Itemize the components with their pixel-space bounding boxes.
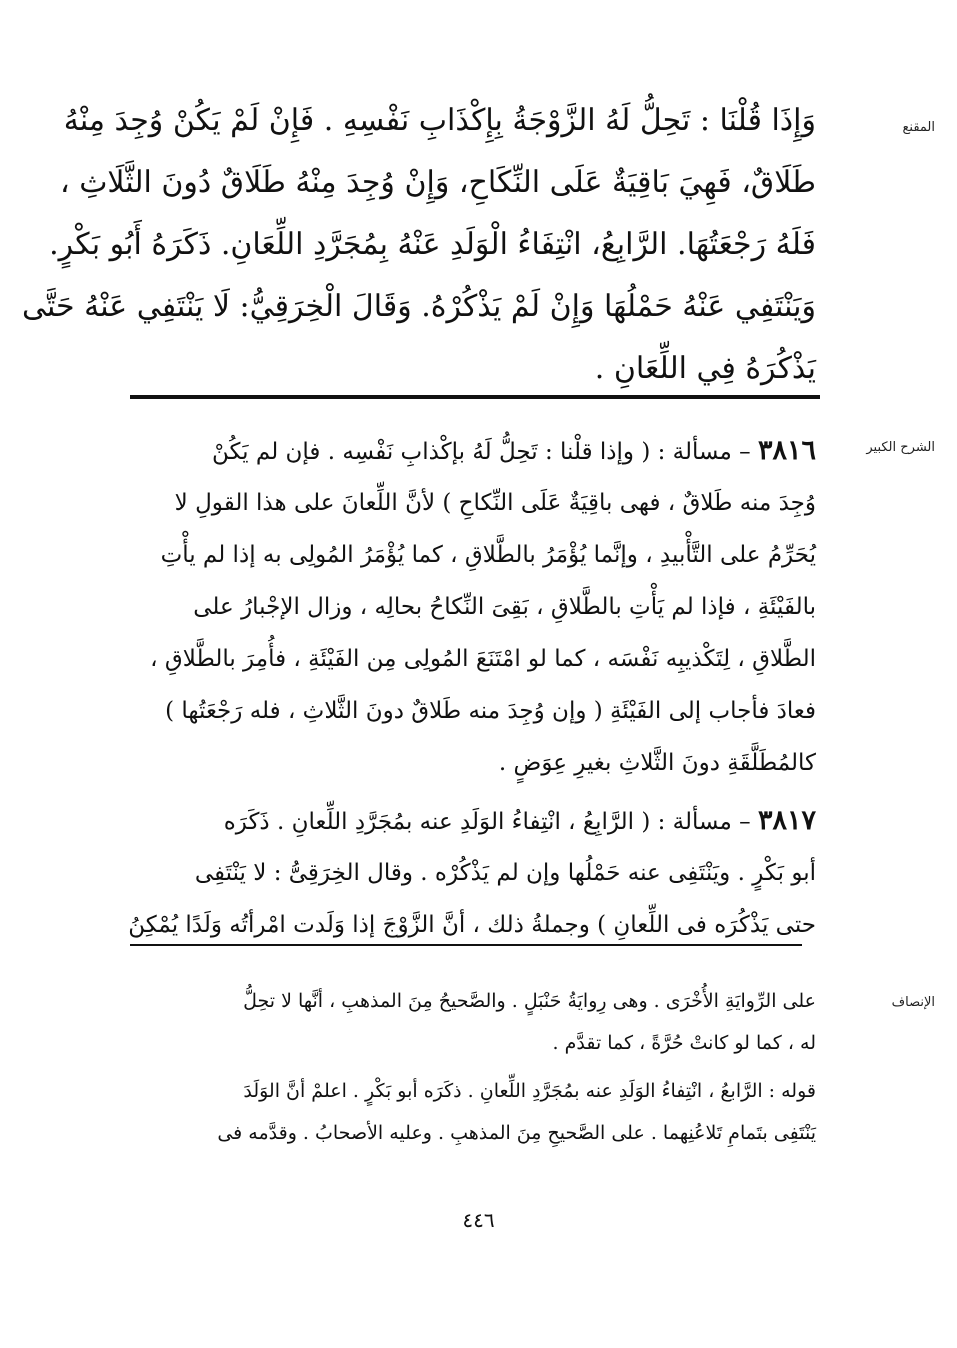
sharh-line: وُجِدَ منه طَلاقٌ ، فهى باقِيَةٌ عَلَى النِّكاحِ ) لأنَّ اللِّعانَ على هذا القولِ لا bbox=[174, 490, 816, 516]
muqni-line: وَيَنْتَفِي عَنْهُ حَمْلُهَا وَإِنْ لَمْ يَذْكُرْهُ. وَقَالَ الْخِرَقِيُّ: لَا يَنْتَفِي عَنْهُ حَتَّى bbox=[22, 289, 816, 324]
footnote-divider bbox=[130, 944, 802, 946]
sharh-line: فعادَ فأجاب إلى الفَيْئَةِ ( وإن وُجِدَ منه طَلاقٌ دونَ الثَّلاثِ ، فله رَجْعَتُها ) bbox=[165, 698, 816, 724]
sharh-line: الطَّلاقِ ، لِتَكْذيبِه نَفْسَه ، كما لو امْتَنَعَ المُولِى مِن الفَيْئَةِ ، فأُمِرَ بالطَّلاقِ ، bbox=[150, 646, 816, 672]
sharh-line-text: – مسألة : ( الرَّابِعُ ، انْتِفاءُ الوَلَدِ عنه بمُجَرَّدِ اللِّعانِ . ذَكَرَه bbox=[223, 809, 751, 835]
sharh-text bbox=[126, 425, 816, 951]
sharh-line: كالمُطَلَّقَةِ دونَ الثَّلاثِ بغيرِ عِوَضٍ . bbox=[498, 750, 816, 776]
sharh-line bbox=[126, 795, 816, 847]
sharh-label: الشرح الكبير bbox=[866, 440, 935, 455]
page-number: ٤٤٦ bbox=[462, 1208, 495, 1232]
sharh-line: يُحَرِّمُ على التَّأْبيدِ ، وإنَّما يُؤْمَرُ بالطَّلاقِ ، كما يُؤْمَرُ المُولِى به إذا لم يأْتِ bbox=[160, 542, 816, 568]
sharh-line-text: – مسألة : ( وإذا قلْنا : تَحِلُّ لَهُ بإكْذابِ نَفْسِه . فإن لم يَكُنْ bbox=[211, 439, 751, 465]
sharh-line: أبو بَكْرٍ . ويَنْتَفِى عنه حَمْلُها وإن لم يَذْكُرْه . وقال الخِرَقِىُّ : لا يَنْتَفِى bbox=[194, 860, 816, 886]
sharh-line: حتى يَذْكُرَه فى اللِّعانِ ) وجملةُ ذلك ، أنَّ الزَّوْجَ إذا وَلَدت امْرأتُه وَلَدًا يُمْكِنُ bbox=[128, 912, 816, 938]
insaf-line: يَنْتَفِى بتَمامِ تَلاعُنِهما . على الصَّحيحِ مِنَ المذهبِ . وعليه الأصحابُ . وقدَّمه فى bbox=[217, 1122, 816, 1144]
muqni-line: وَإِذَا قُلْنَا : تَحِلُّ لَهُ الزَّوْجَةُ بِإِكْذَابِ نَفْسِهِ . فَإِنْ لَمْ يَكُنْ وُجِدَ مِنْهُ bbox=[63, 103, 816, 138]
issue-number: ٣٨١٦ bbox=[757, 435, 816, 466]
sharh-line bbox=[126, 425, 816, 477]
insaf-line: له ، كما لو كانتْ حُرَّةً ، كما تقدَّم . bbox=[552, 1032, 816, 1054]
muqni-line: طَلَاقٌ، فَهِيَ بَاقِيَةٌ عَلَى النِّكَاحِ، وَإِنْ وُجِدَ مِنْهُ طَلَاقٌ دُونَ الثَّلَاثِ ، bbox=[59, 165, 816, 200]
insaf-line: قوله : الرَّابعُ ، انْتِفاءُ الوَلَدِ عنه بمُجَرَّدِ اللِّعانِ . ذكَرَه أبو بَكْرٍ . اعلمْ أنَّ الوَلَدَ bbox=[243, 1080, 816, 1102]
muqni-line: يَذْكُرَهُ فِي اللِّعَانِ . bbox=[594, 351, 816, 386]
sharh-line: بالفَيْئَةِ ، فإذا لم يَأْتِ بالطَّلاقِ ، بَقِىَ النِّكاحُ بحالِه ، وزال الإجْبارُ على bbox=[193, 594, 816, 620]
muqni-text bbox=[22, 90, 816, 400]
section-divider bbox=[130, 395, 820, 399]
insaf-text bbox=[126, 980, 816, 1154]
issue-number: ٣٨١٧ bbox=[757, 805, 816, 836]
insaf-label: الإنصاف bbox=[891, 995, 935, 1010]
insaf-line: على الرِّوايَةِ الأُخْرَى . وهى رِوايَةُ حَنْبَلٍ . والصَّحيحُ مِنَ المذهبِ ، أنَّها لا تحِلُّ bbox=[243, 990, 816, 1012]
muqni-line: فَلَهُ رَجْعَتُهَا. الرَّابِعُ، انْتِفَاءُ الْوَلَدِ عَنْهُ بِمُجَرَّدِ اللِّعَانِ. ذَكَرَهُ أَبُو بَكْرٍ. bbox=[49, 227, 816, 262]
muqni-label: المقنع bbox=[902, 120, 935, 135]
